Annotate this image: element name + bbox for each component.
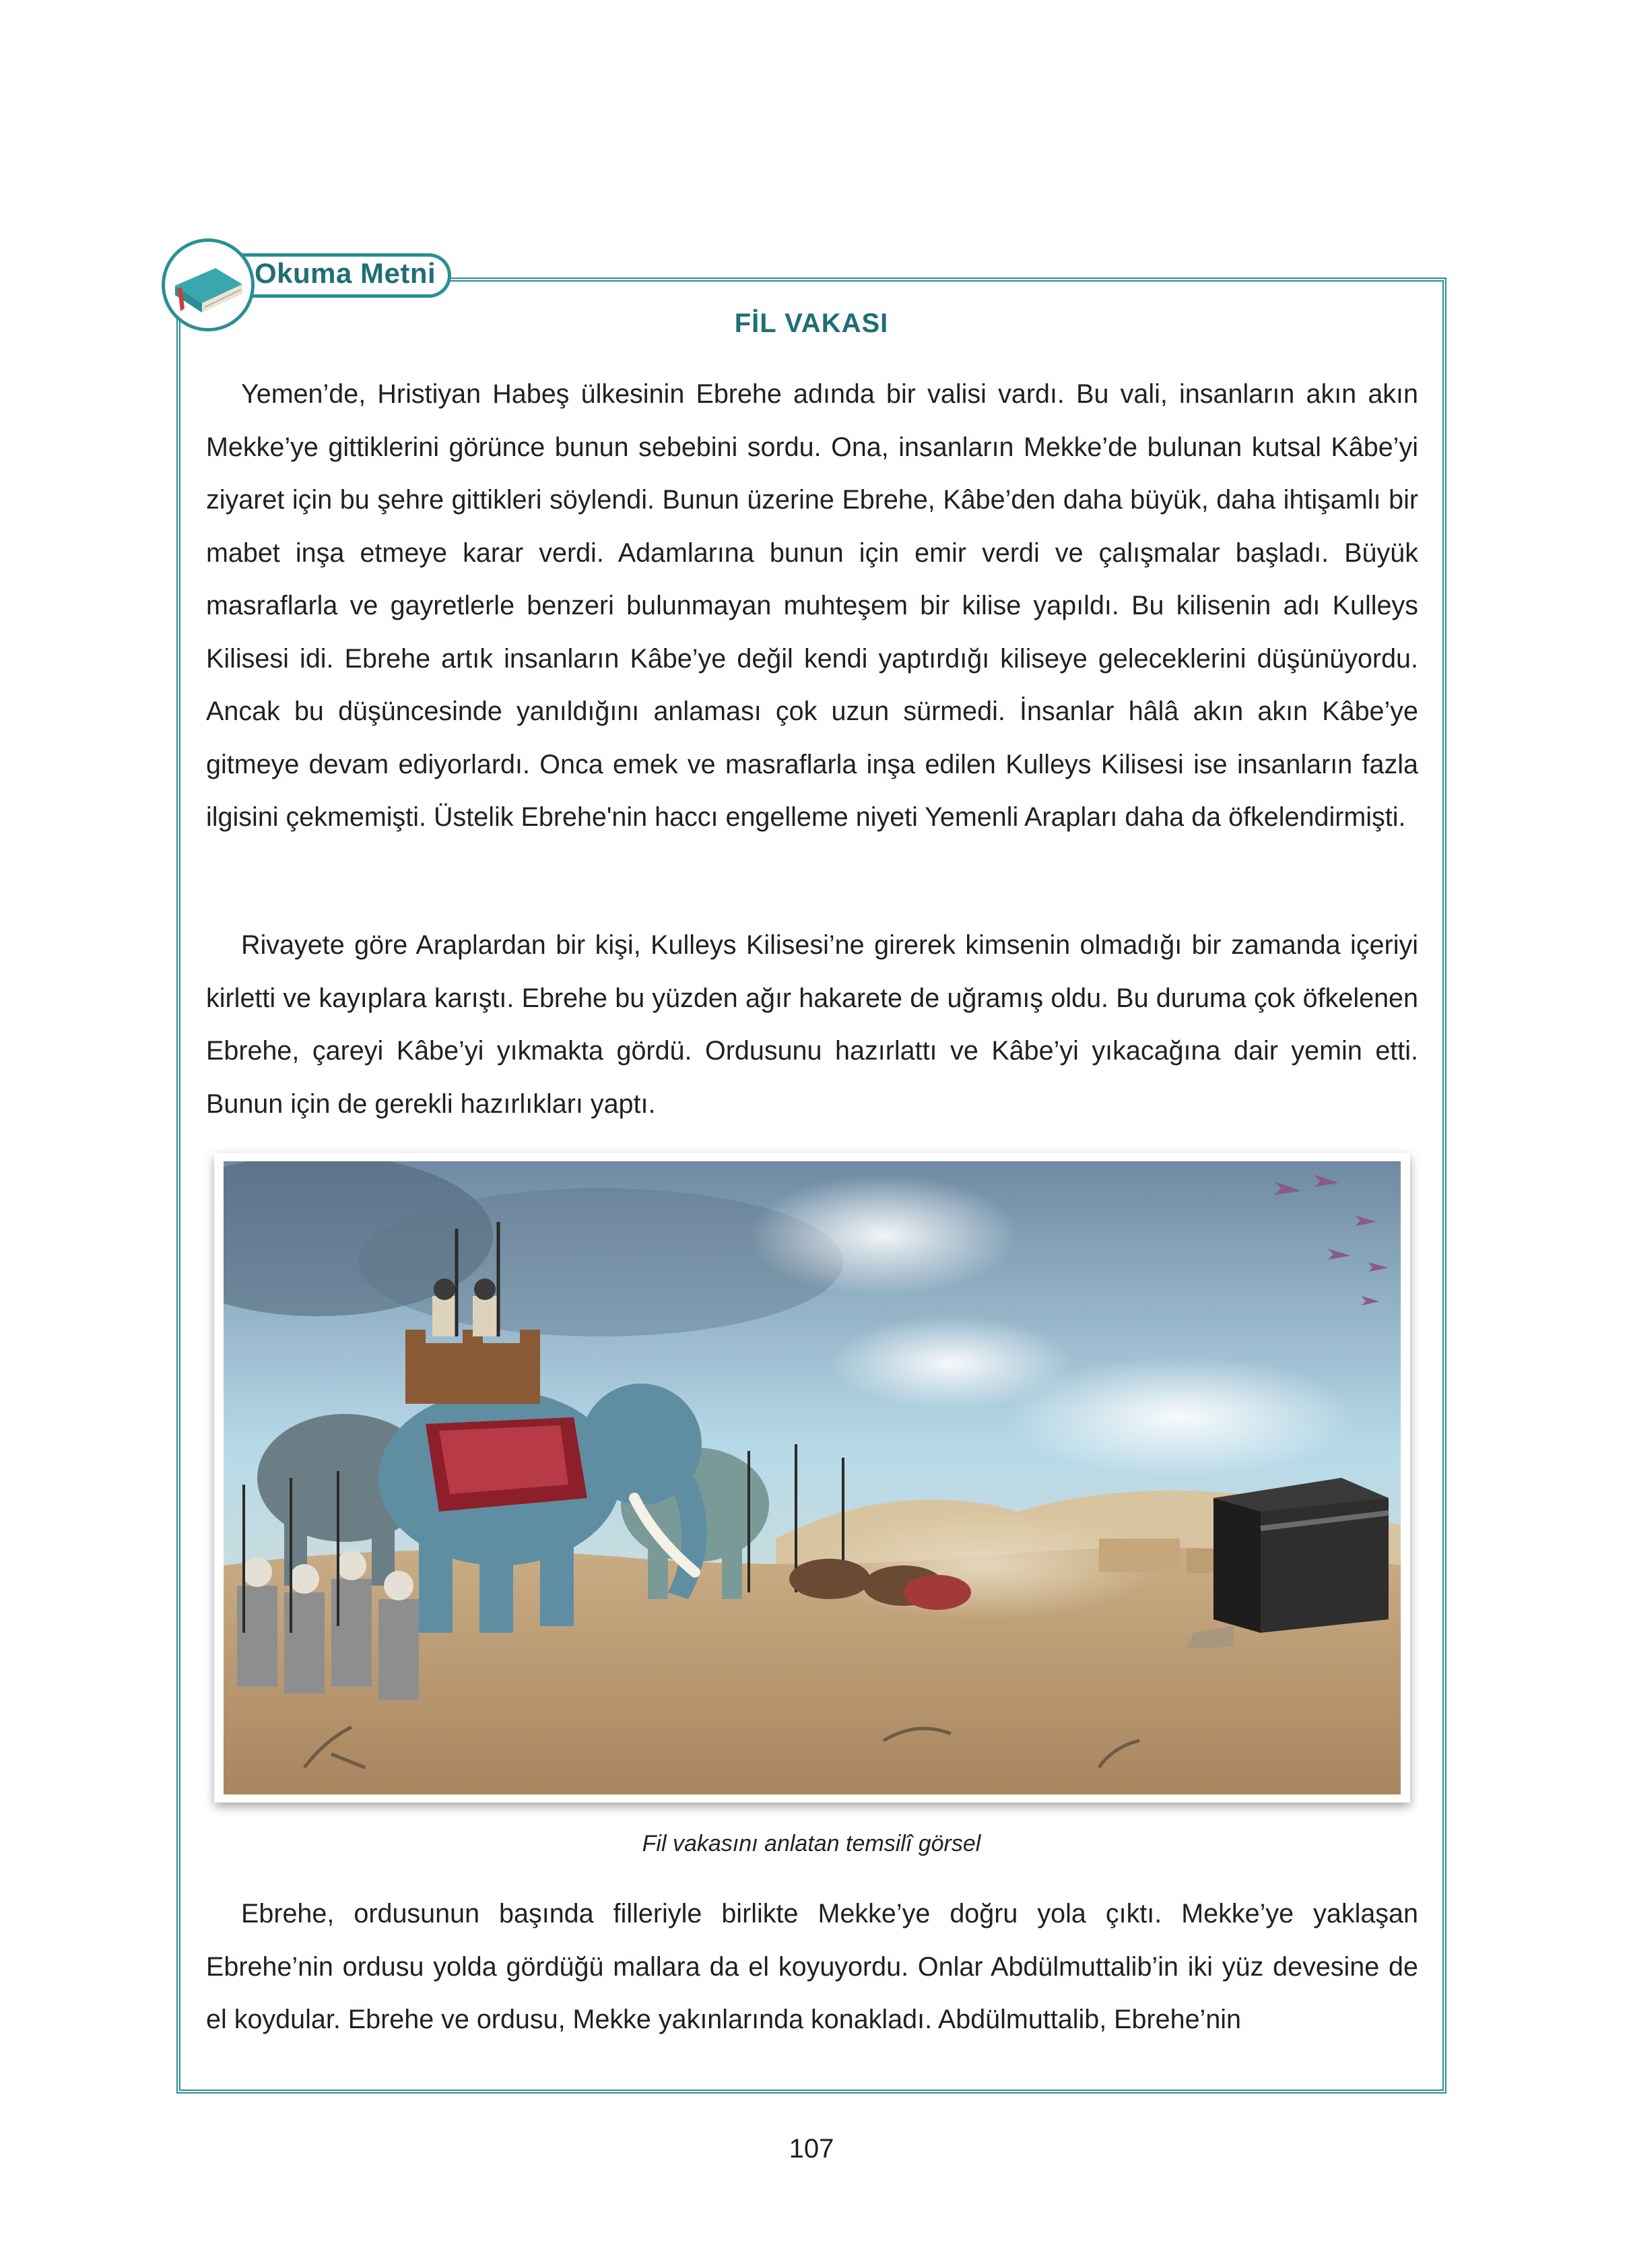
page-title: FİL VAKASI	[734, 309, 889, 338]
paragraph	[206, 919, 1418, 1130]
illustration-caption: Fil vakasını anlatan temsilî görsel	[642, 1831, 981, 1856]
paragraph	[206, 1887, 1418, 2046]
paragraph-text: Ebrehe, ordusunun başında filleriyle birlikte Mekke’ye doğru yola çıktı. Mekke’ye yaklaşan Ebrehe’nin ordusu yolda gördüğü mallara da el koyuyordu. Onlar Abdülmuttalib’in iki yüz devesine de el koydular. Ebrehe ve ordusu, Mekke yakınlarında konakladı. Abdülmuttalib, Ebrehe’nin	[206, 1899, 1418, 2034]
paragraph	[206, 368, 1418, 844]
paragraph-text: Rivayete göre Araplardan bir kişi, Kulleys Kilisesi’ne girerek kimsenin olmadığı bir zamanda içeriyi kirletti ve kayıplara karıştı. Ebrehe bu yüzden ağır hakarete de uğramış oldu. Bu duruma çok öfkelenen Ebrehe, çareyi Kâbe’yi yıkmakta gördü. Ordusunu hazırlattı ve Kâbe’yi yıkacağına dair yemin etti. Bunun için de gerekli hazırlıkları yaptı.	[206, 930, 1418, 1119]
badge-label: Okuma Metni	[255, 257, 436, 289]
elephant-army-illustration	[224, 1161, 1401, 1794]
illustration	[214, 1153, 1410, 1803]
page-number: 107	[789, 2134, 834, 2164]
book-icon	[168, 251, 248, 318]
paragraph-text: Yemen’de, Hristiyan Habeş ülkesinin Ebrehe adında bir valisi vardı. Bu vali, insanların akın akın Mekke’ye gittiklerini görünce bunun sebebini sordu. Ona, insanların Mekke’de bulunan kutsal Kâbe’yi ziyaret için bu şehre gittikleri söylendi. Bunun üzerine Ebrehe, Kâbe’den daha büyük, daha ihtişamlı bir mabet inşa etmeye karar verdi. Adamlarına bunun için emir verdi ve çalışmalar başladı. Büyük masraflarla ve gayretlerle benzeri bulunmayan muhteşem bir kilise yapıldı. Bu kilisenin adı Kulleys Kilisesi idi. Ebrehe artık insanların Kâbe’ye değil kendi yaptırdığı kiliseye geleceklerini düşünüyordu. Ancak bu düşüncesinde yanıldığını anlaması çok uzun sürmedi. İnsanlar hâlâ akın akın Kâbe’ye gitmeye devam ediyorlardı. Onca emek ve masraflarla inşa edilen Kulleys Kilisesi ise insanların fazla ilgisini çekmemişti. Üstelik Ebrehe'nin haccı engelleme niyeti Yemenli Arapları daha da öfkelendirmişti.	[206, 379, 1418, 832]
